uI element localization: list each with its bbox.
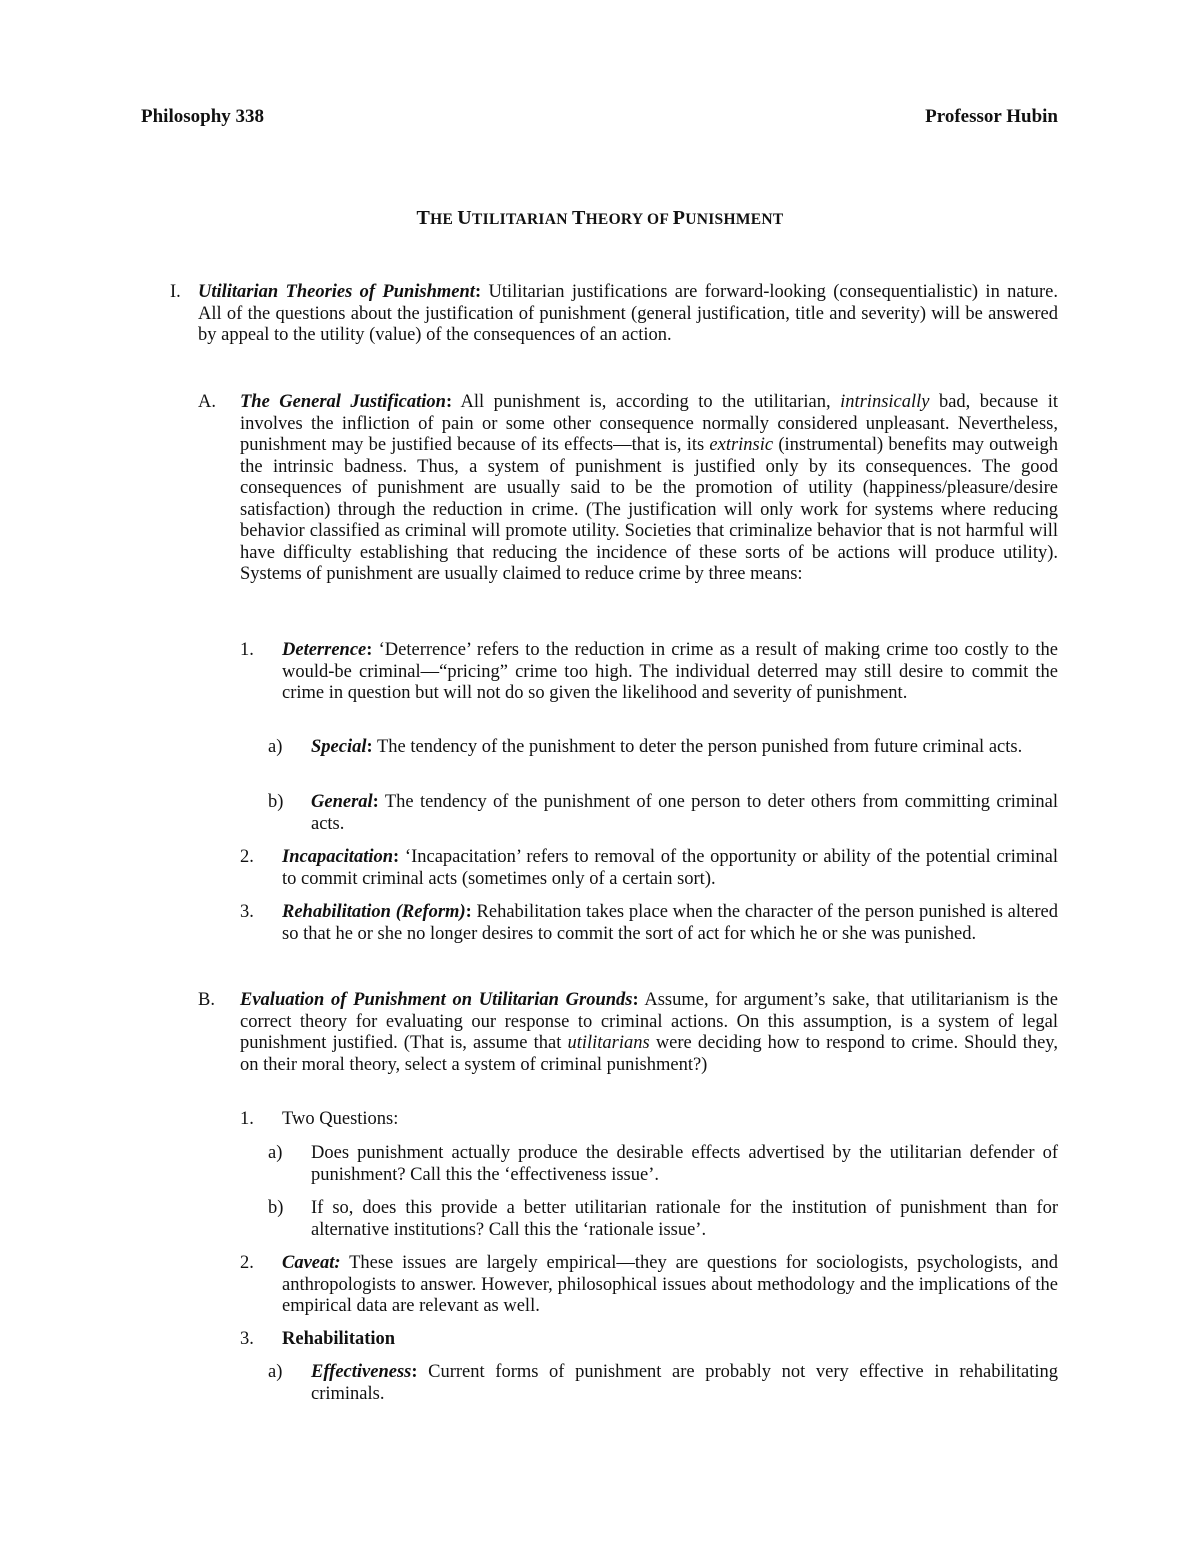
- subitem-effectiveness-question: Does punishment actually produce the desirable effects advertised by the utilitarian defender of punishment? Call this the ‘effectiveness issue’.: [311, 1143, 1058, 1185]
- heading-colon: :: [366, 737, 373, 757]
- heading-colon: :: [372, 792, 379, 812]
- item-caveat: [282, 1253, 1058, 1318]
- section-heading: Utilitarian Theories of Punishment: [198, 282, 475, 302]
- heading-colon: :: [393, 847, 400, 867]
- document-title: [0, 208, 1200, 231]
- subsection-evaluation: [240, 990, 1058, 1076]
- item-number: 1.: [240, 1109, 254, 1129]
- heading-colon: :: [366, 640, 373, 660]
- subitem-text: The tendency of the punishment of one person to deter others from committing criminal acts.: [311, 792, 1058, 834]
- paragraph-text: (instrumental) benefits may outweigh the intrinsic badness. Thus, a system of punishment is justified only by its consequences. The good consequences of punishment are usually said to be the promotion of utility (happiness/pleasure/desire satisfaction) through the reduction in crime. (The justification will only work for systems where reducing behavior classified as criminal will promote utility. Societies that criminalize behavior that is not harmful will have difficulty establishing that reducing the incidence of these sorts of be actions will produce utility). Systems of punishment are usually claimed to reduce crime by three means:: [240, 435, 1058, 584]
- item-rehabilitation: [282, 902, 1058, 945]
- subitem-letter: b): [268, 792, 284, 812]
- item-text: These issues are largely empirical—they are questions for sociologists, psychologists, and anthropologists to answer. However, philosophical issues about methodology and the implications of the empirical data are relevant as well.: [282, 1253, 1058, 1316]
- item-heading: Deterrence: [282, 640, 367, 660]
- item-rehabilitation-heading: Rehabilitation: [282, 1329, 396, 1349]
- item-text: ‘Deterrence’ refers to the reduction in crime as a result of making crime too costly to the would-be criminal—“pricing” crime too high. The individual deterred may still desire to commit the crime in question but will not do so given the likelihood and severity of punishment.: [282, 640, 1058, 703]
- subsection-letter: B.: [198, 990, 215, 1010]
- heading-colon: :: [632, 990, 639, 1010]
- subitem-rationale-question: If so, does this provide a better utilitarian rationale for the institution of punishment than for alternative institutions? Call this the ‘rationale issue’.: [311, 1198, 1058, 1240]
- item-two-questions: Two Questions:: [282, 1109, 399, 1129]
- item-number: 2.: [240, 1253, 254, 1273]
- emphasis-text: utilitarians: [567, 1033, 650, 1053]
- paragraph-text: bad, because it involves the infliction of pain or some other consequence normally considered unpleasant. Nevertheless, punishment may be justified because of its effects—that is, its: [240, 392, 1058, 455]
- paragraph-text: All punishment is, according to the utilitarian,: [452, 392, 841, 412]
- title-small: TILITARIAN: [472, 211, 572, 228]
- item-deterrence: [282, 640, 1058, 705]
- title-cap: T: [416, 207, 431, 229]
- title-small: HEORY OF: [585, 211, 673, 228]
- item-heading: Rehabilitation (Reform): [282, 902, 466, 922]
- subitem-general: [311, 792, 1058, 835]
- item-incapacitation: [282, 847, 1058, 890]
- subsection-heading: Evaluation of Punishment on Utilitarian Grounds: [240, 990, 633, 1010]
- title-cap: T: [571, 207, 586, 229]
- subitem-heading: Effectiveness: [311, 1362, 412, 1382]
- title-cap: P: [672, 207, 686, 229]
- subitem-effectiveness: [311, 1362, 1058, 1405]
- title-small: UNISHMENT: [685, 211, 784, 228]
- item-number: 3.: [240, 1329, 254, 1349]
- subitem-letter: a): [268, 1362, 283, 1382]
- subsection-letter: A.: [198, 392, 216, 412]
- heading-colon: :: [474, 282, 482, 302]
- item-number: 1.: [240, 640, 254, 660]
- item-number: 2.: [240, 847, 254, 867]
- subitem-text: The tendency of the punishment to deter the person punished from future criminal acts.: [372, 737, 1023, 757]
- item-heading: Incapacitation: [282, 847, 394, 867]
- subitem-heading: Special: [311, 737, 367, 757]
- professor-name: Professor Hubin: [925, 106, 1058, 127]
- subsection-heading: The General Justification: [240, 392, 446, 412]
- heading-colon: :: [445, 392, 453, 412]
- section-utilitarian-theories: [198, 282, 1058, 347]
- heading-colon: :: [411, 1362, 418, 1382]
- item-number: 3.: [240, 902, 254, 922]
- subitem-letter: b): [268, 1198, 284, 1218]
- subsection-general-justification: [240, 392, 1058, 586]
- course-name: Philosophy 338: [141, 106, 265, 127]
- subitem-heading: General: [311, 792, 373, 812]
- paragraph-text: Assume, for argument’s sake, that utilitarianism is the correct theory for evaluating our response to criminal actions. On this assumption, is a system of legal punishment justified. (That is, assume that: [240, 990, 1059, 1053]
- subitem-text: Current forms of punishment are probably not very effective in rehabilitating criminals.: [311, 1362, 1058, 1404]
- paragraph-text: were deciding how to respond to crime. Should they, on their moral theory, select a system of criminal punishment?): [240, 1033, 1058, 1075]
- section-number: I.: [170, 282, 181, 302]
- emphasis-text: extrinsic: [709, 435, 774, 455]
- title-small: HE: [430, 211, 458, 228]
- subitem-letter: a): [268, 1143, 283, 1163]
- item-text: Rehabilitation takes place when the character of the person punished is altered so that he or she no longer desires to commit the sort of act for which he or she was punished.: [282, 902, 1058, 944]
- subitem-special: [311, 737, 1058, 759]
- item-text: ‘Incapacitation’ refers to removal of the opportunity or ability of the potential criminal to commit criminal acts (sometimes only of a certain sort).: [282, 847, 1058, 889]
- heading-colon: :: [465, 902, 472, 922]
- title-cap: U: [457, 207, 473, 229]
- section-text: Utilitarian justifications are forward-looking (consequentialistic) in nature. All of the questions about the justification of punishment (general justification, title and severity) will be answered by appeal to the utility (value) of the consequences of an action.: [198, 282, 1058, 345]
- subitem-letter: a): [268, 737, 283, 757]
- item-heading: Caveat:: [282, 1253, 341, 1273]
- emphasis-text: intrinsically: [840, 392, 930, 412]
